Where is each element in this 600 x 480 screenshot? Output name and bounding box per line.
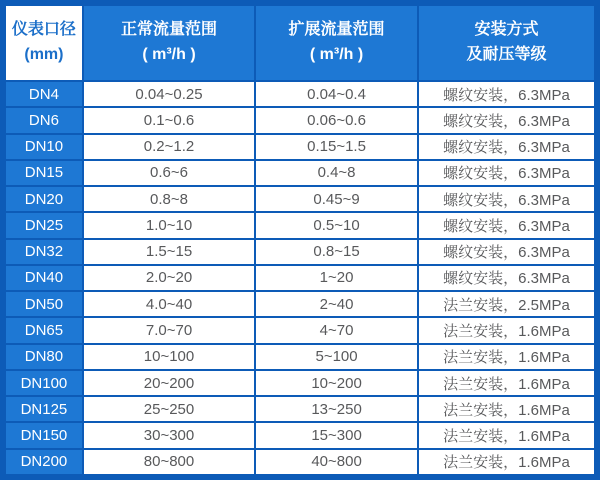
dn-cell: DN150 bbox=[5, 422, 83, 448]
header-meter-diameter-line2: (mm) bbox=[24, 46, 64, 63]
header-meter-diameter-line1: 仪表口径 bbox=[11, 21, 76, 39]
installation-cell: 螺纹安装，6.3MPa bbox=[418, 265, 595, 291]
header-normal-flow-range bbox=[83, 5, 255, 81]
header-extended-flow-range-line2: ( m³/h ) bbox=[309, 46, 364, 63]
header-extended-flow-range bbox=[255, 5, 418, 81]
normal-range-cell: 25~250 bbox=[83, 396, 255, 422]
installation-cell: 法兰安装，1.6MPa bbox=[418, 449, 595, 475]
dn-cell: DN10 bbox=[5, 134, 83, 160]
normal-range-cell: 30~300 bbox=[83, 422, 255, 448]
table-row bbox=[5, 186, 595, 212]
extended-range-cell: 0.04~0.4 bbox=[255, 81, 418, 107]
installation-cell: 螺纹安装，6.3MPa bbox=[418, 81, 595, 107]
extended-range-cell: 4~70 bbox=[255, 317, 418, 343]
normal-range-cell: 1.5~15 bbox=[83, 239, 255, 265]
installation-cell: 法兰安装，1.6MPa bbox=[418, 317, 595, 343]
dn-cell: DN32 bbox=[5, 239, 83, 265]
extended-range-cell: 0.15~1.5 bbox=[255, 134, 418, 160]
dn-cell: DN50 bbox=[5, 291, 83, 317]
extended-range-cell: 13~250 bbox=[255, 396, 418, 422]
table-row bbox=[5, 239, 595, 265]
table-row bbox=[5, 265, 595, 291]
installation-cell: 法兰安装，1.6MPa bbox=[418, 396, 595, 422]
dn-cell: DN65 bbox=[5, 317, 83, 343]
normal-range-cell: 7.0~70 bbox=[83, 317, 255, 343]
installation-cell: 螺纹安装，6.3MPa bbox=[418, 107, 595, 133]
table-row bbox=[5, 81, 595, 107]
header-installation-pressure-line2: 及耐压等级 bbox=[466, 46, 547, 63]
extended-range-cell: 0.45~9 bbox=[255, 186, 418, 212]
normal-range-cell: 80~800 bbox=[83, 449, 255, 475]
installation-cell: 螺纹安装，6.3MPa bbox=[418, 134, 595, 160]
normal-range-cell: 0.8~8 bbox=[83, 186, 255, 212]
installation-cell: 法兰安装，1.6MPa bbox=[418, 344, 595, 370]
spec-table bbox=[4, 4, 596, 476]
table-row bbox=[5, 160, 595, 186]
dn-cell: DN6 bbox=[5, 107, 83, 133]
normal-range-cell: 20~200 bbox=[83, 370, 255, 396]
header-extended-flow-range-line1: 扩展流量范围 bbox=[288, 21, 385, 39]
extended-range-cell: 0.4~8 bbox=[255, 160, 418, 186]
dn-cell: DN20 bbox=[5, 186, 83, 212]
installation-cell: 螺纹安装，6.3MPa bbox=[418, 212, 595, 238]
table-row bbox=[5, 134, 595, 160]
table-row bbox=[5, 107, 595, 133]
table-row bbox=[5, 422, 595, 448]
table-row bbox=[5, 212, 595, 238]
installation-cell: 螺纹安装，6.3MPa bbox=[418, 186, 595, 212]
installation-cell: 法兰安装，1.6MPa bbox=[418, 370, 595, 396]
dn-cell: DN125 bbox=[5, 396, 83, 422]
dn-cell: DN200 bbox=[5, 449, 83, 475]
normal-range-cell: 0.6~6 bbox=[83, 160, 255, 186]
table-header-row bbox=[5, 5, 595, 81]
header-meter-diameter bbox=[5, 5, 83, 81]
installation-cell: 法兰安装，1.6MPa bbox=[418, 422, 595, 448]
dn-cell: DN25 bbox=[5, 212, 83, 238]
header-normal-flow-range-line1: 正常流量范围 bbox=[121, 21, 218, 39]
dn-cell: DN4 bbox=[5, 81, 83, 107]
table-row bbox=[5, 370, 595, 396]
extended-range-cell: 15~300 bbox=[255, 422, 418, 448]
table-row bbox=[5, 396, 595, 422]
header-installation-pressure bbox=[418, 5, 595, 81]
normal-range-cell: 1.0~10 bbox=[83, 212, 255, 238]
installation-cell: 螺纹安装，6.3MPa bbox=[418, 160, 595, 186]
normal-range-cell: 0.04~0.25 bbox=[83, 81, 255, 107]
table-row bbox=[5, 317, 595, 343]
table-row bbox=[5, 449, 595, 475]
extended-range-cell: 0.06~0.6 bbox=[255, 107, 418, 133]
installation-cell: 法兰安装，2.5MPa bbox=[418, 291, 595, 317]
dn-cell: DN40 bbox=[5, 265, 83, 291]
normal-range-cell: 4.0~40 bbox=[83, 291, 255, 317]
dn-cell: DN100 bbox=[5, 370, 83, 396]
normal-range-cell: 10~100 bbox=[83, 344, 255, 370]
table-row bbox=[5, 344, 595, 370]
header-normal-flow-range-line2: ( m³/h ) bbox=[142, 46, 196, 63]
installation-cell: 螺纹安装，6.3MPa bbox=[418, 239, 595, 265]
dn-cell: DN80 bbox=[5, 344, 83, 370]
normal-range-cell: 0.1~0.6 bbox=[83, 107, 255, 133]
extended-range-cell: 0.8~15 bbox=[255, 239, 418, 265]
extended-range-cell: 40~800 bbox=[255, 449, 418, 475]
extended-range-cell: 2~40 bbox=[255, 291, 418, 317]
extended-range-cell: 1~20 bbox=[255, 265, 418, 291]
extended-range-cell: 5~100 bbox=[255, 344, 418, 370]
header-installation-pressure-line1: 安装方式 bbox=[474, 21, 539, 39]
extended-range-cell: 10~200 bbox=[255, 370, 418, 396]
normal-range-cell: 2.0~20 bbox=[83, 265, 255, 291]
extended-range-cell: 0.5~10 bbox=[255, 212, 418, 238]
table-body bbox=[5, 81, 595, 475]
dn-cell: DN15 bbox=[5, 160, 83, 186]
table-row bbox=[5, 291, 595, 317]
normal-range-cell: 0.2~1.2 bbox=[83, 134, 255, 160]
